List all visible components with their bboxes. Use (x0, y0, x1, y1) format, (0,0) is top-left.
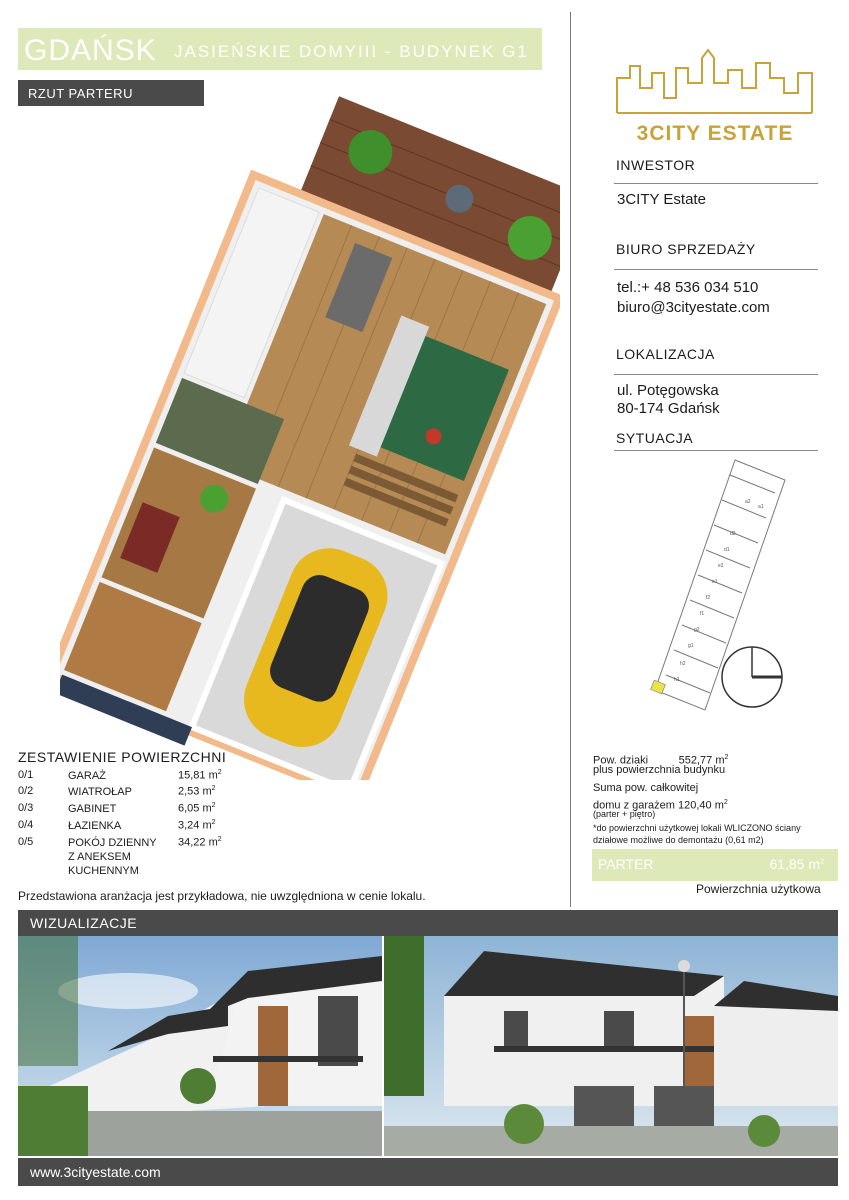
sales-phone[interactable]: tel.:+ 48 536 034 510 (617, 279, 759, 296)
visualizations-band: WIZUALIZACJE (18, 910, 838, 936)
sales-office-label: BIURO SPRZEDAŻY (616, 241, 756, 257)
disclaimer: Przedstawiona aranżacja jest przykładowa, nie uwzględniona w cenie lokalu. (18, 889, 426, 903)
situation-map (620, 455, 820, 715)
parter-value: 61,85 $m^2$ (769, 856, 824, 872)
divider (614, 450, 818, 451)
areas-title: ZESTAWIENIE POWIERZCHNI (18, 749, 227, 765)
logo-text: 3CITY ESTATE (636, 122, 794, 145)
lot-label: d1 (724, 547, 730, 553)
lot-label: f2 (706, 595, 711, 601)
lot-label: e1 (712, 579, 718, 585)
footer-band (18, 1158, 838, 1186)
footnote: działowe możliwe do demontażu (0,61 m2) (593, 835, 764, 845)
location-street: ul. Potęgowska (617, 382, 719, 399)
vertical-divider (570, 12, 571, 907)
visualization-image-2 (384, 936, 838, 1156)
divider (614, 374, 818, 375)
sales-email[interactable]: biuro@3cityestate.com (617, 299, 770, 316)
floor-label: RZUT PARTERU (18, 80, 204, 106)
total-note: (parter + piętro) (593, 809, 656, 819)
lot-label: d2 (730, 531, 736, 537)
plot-suffix: plus powierzchnia budynku (593, 764, 726, 776)
investor-label: INWESTOR (616, 157, 696, 173)
header-band (18, 28, 542, 70)
highlighted-plot-g1 (651, 680, 666, 694)
plot-outline (655, 460, 785, 710)
lot-label: a1 (758, 504, 764, 510)
lot-label: h1 (674, 677, 680, 683)
footer-url[interactable]: www.3cityestate.com (30, 1164, 161, 1180)
visualization-image-1 (18, 936, 382, 1156)
lot-label: g1 (688, 643, 694, 649)
lot-label: e2 (718, 563, 724, 569)
total-area: domu z garażem 120,40 $m^2$ (593, 799, 728, 812)
footnote: *do powierzchni użytkowej lokali WLICZONO ściany (593, 823, 801, 833)
location-city: 80-174 Gdańsk (617, 400, 720, 417)
usable-area-caption: Powierzchnia użytkowa (696, 882, 821, 896)
floor-plan-illustration (60, 90, 560, 780)
divider (614, 183, 818, 184)
parter-band (592, 849, 838, 881)
header-city: GDAŃSK (24, 34, 157, 67)
parter-label: PARTER (598, 856, 654, 872)
lot-label: a2 (745, 499, 751, 505)
lot-label: g2 (694, 627, 700, 633)
company-logo (612, 48, 818, 148)
location-label: LOKALIZACJA (616, 346, 715, 362)
header-subtitle: JASIEŃSKIE DOMYIII - BUDYNEK G1 (174, 42, 529, 61)
lot-label: f1 (700, 611, 705, 617)
plot-area: Pow. dziaki 552,77 $m^2$ (593, 754, 729, 767)
investor-value: 3CITY Estate (617, 191, 706, 208)
total-area-label: Suma pow. całkowitej (593, 782, 699, 794)
situation-label: SYTUACJA (616, 430, 694, 446)
divider (614, 269, 818, 270)
lot-label: h2 (680, 661, 686, 667)
